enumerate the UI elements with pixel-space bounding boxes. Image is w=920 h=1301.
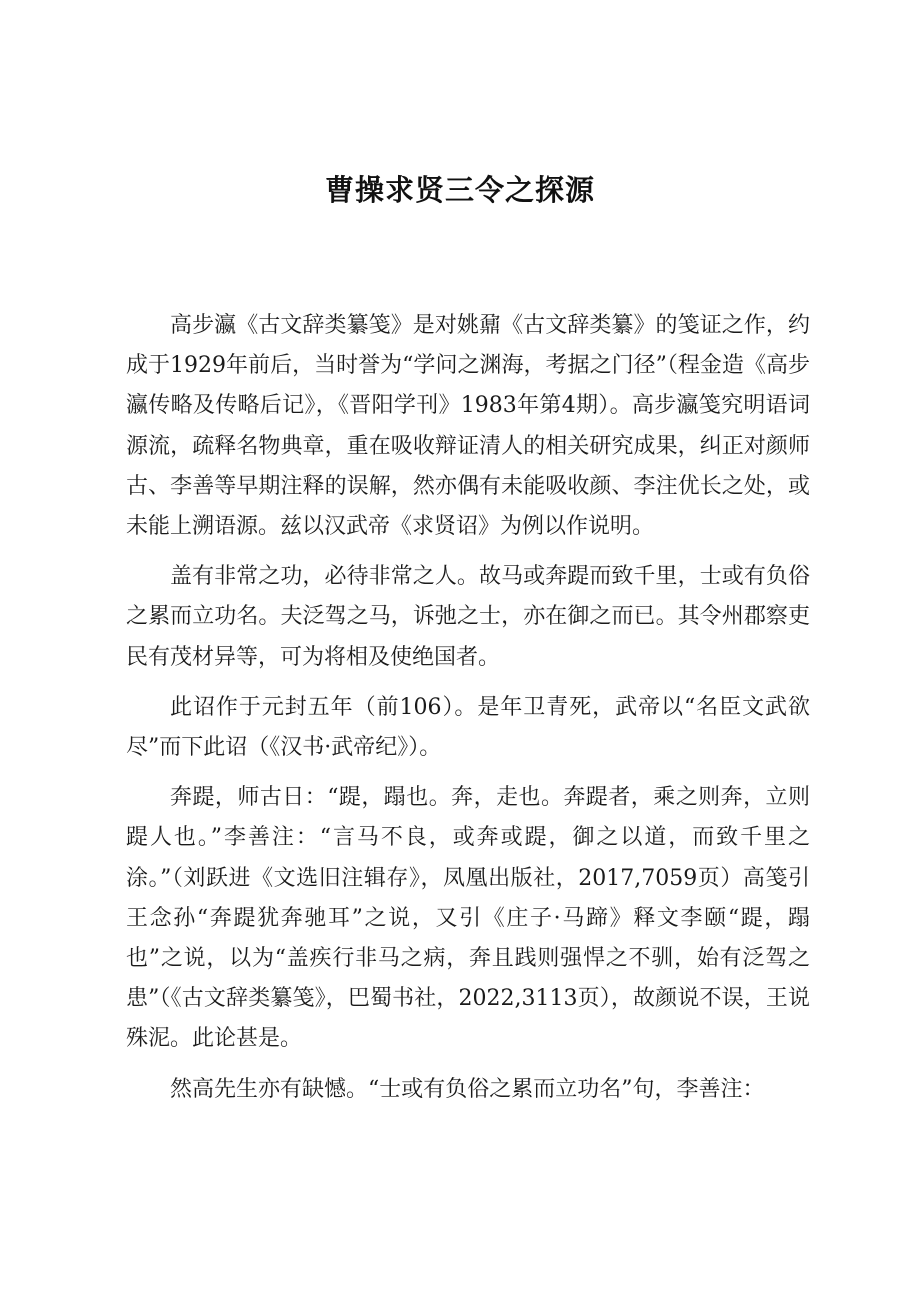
- paragraph-3: 此诏作于元封五年（前106）。是年卫青死，武帝以“名臣文武欲尽”而下此诏（《汉书·武帝纪》）。: [126, 694, 810, 761]
- document-title: 曹操求贤三令之探源: [324, 173, 595, 207]
- document-body: [126, 306, 810, 1120]
- paragraph-1: 高步瀛《古文辞类纂笺》是对姚鼐《古文辞类纂》的笺证之作，约成于1929年前后，当时誉为“学问之渊海，考据之门径”（程金造《高步瀛传略及传略后记》，《晋阳学刊》1983年第4期）。高步瀛笺究明语词源流，疏释名物典章，重在吸收辩证清人的相关研究成果，纠正对颜师古、李善等早期注释的误解，然亦偶有未能吸收颜、李注优长之处，或未能上溯语源。兹以汉武帝《求贤诏》为例以作说明。: [126, 313, 810, 540]
- paragraph-4: 奔踶，师古日：“踶，蹋也。奔，走也。奔踶者，乘之则奔，立则踶人也。”李善注：“言马不良，或奔或踶，御之以道，而致千里之涂。”（刘跃进《文选旧注辑存》，凤凰出版社，2017,7059页）高笺引王念孙“奔踶犹奔驰耳”之说，又引《庄子·马蹄》释文李颐“踶，蹋也”之说，以为“盖疾行非马之病，奔且践则强悍之不驯，始有泛驾之患”（《古文辞类纂笺》，巴蜀书社，2022,3113页），故颜说不误，王说殊泥。此论甚是。: [126, 785, 811, 1052]
- paragraph-2-quoted-edict: 盖有非常之功，必待非常之人。故马或奔踶而致千里，士或有负俗之累而立功名。夫泛驾之马，诉弛之士，亦在御之而已。其令州郡察吏民有茂材异等，可为将相及使绝国者。: [126, 564, 810, 670]
- paragraph-5: 然高先生亦有缺憾。“士或有负俗之累而立功名”句，李善注：: [170, 1076, 765, 1102]
